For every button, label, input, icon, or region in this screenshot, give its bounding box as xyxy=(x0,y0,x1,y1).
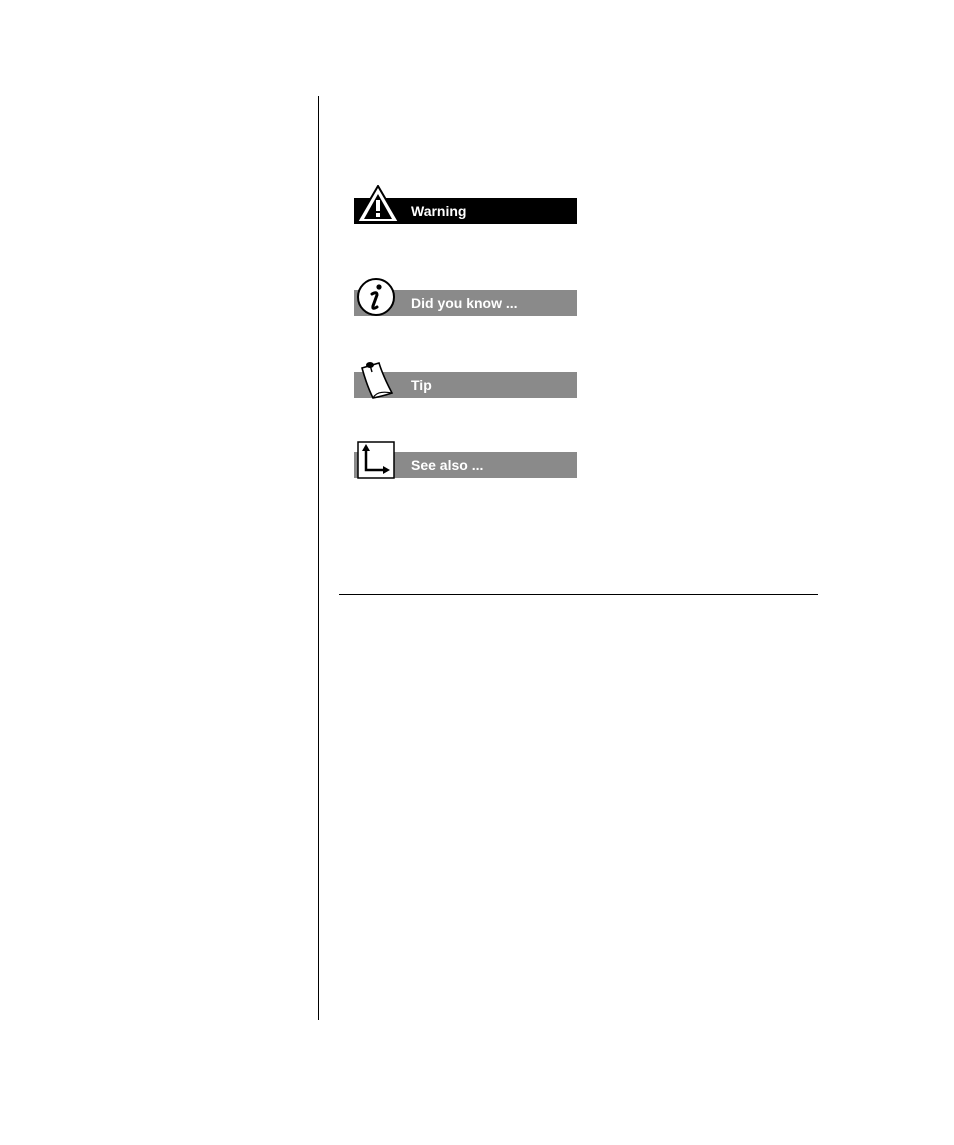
tip-callout xyxy=(354,372,577,398)
see-also-label: See also ... xyxy=(411,457,484,473)
warning-callout xyxy=(354,198,577,224)
warning-triangle-icon xyxy=(356,185,400,223)
tip-label: Tip xyxy=(411,377,432,393)
warning-label: Warning xyxy=(411,203,467,219)
see-also-callout xyxy=(354,452,577,478)
cross-reference-arrow-icon xyxy=(357,441,395,479)
did-you-know-label: Did you know ... xyxy=(411,295,518,311)
margin-rule xyxy=(318,96,319,1020)
note-pin-icon xyxy=(359,360,395,400)
info-icon xyxy=(356,277,396,317)
did-you-know-callout xyxy=(354,290,577,316)
section-divider xyxy=(339,594,818,595)
